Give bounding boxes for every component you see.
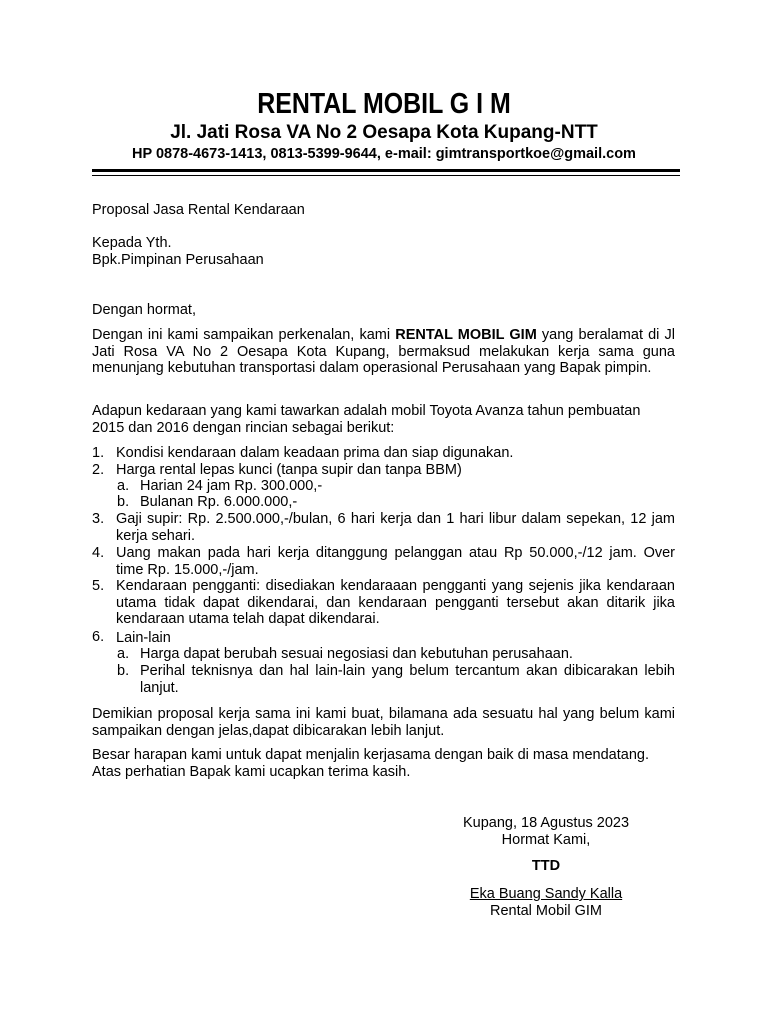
sublist-item-letter: b. [117, 663, 130, 679]
closing-paragraph-1: Demikian proposal kerja sama ini kami buat, bilamana ada sesuatu hal yang belum kami sampaikan dengan jelas,dapat dibicarakan lebih lanjut. [92, 706, 675, 739]
list-item-text: Uang makan pada hari kerja ditanggung pelanggan atau Rp 50.000,-/12 jam. Over time Rp. 15.000,-/jam. [116, 545, 675, 578]
signature-company: Rental Mobil GIM [489, 903, 602, 919]
list-item-number: 4. [92, 545, 105, 561]
signature-place-date: Kupang, 18 Agustus 2023 [462, 815, 630, 831]
letterhead-rule-thick [92, 169, 680, 172]
intro-paragraph [92, 327, 675, 377]
recipient-line-1: Kepada Yth. [92, 235, 172, 251]
signature-salutation: Hormat Kami, [501, 832, 591, 848]
list-item-number: 5. [92, 578, 105, 594]
list-item-number: 2. [92, 462, 105, 478]
sublist-item-letter: b. [117, 494, 130, 510]
letterhead-address: Jl. Jati Rosa VA No 2 Oesapa Kota Kupang-NTT [170, 122, 598, 143]
intro-text-after: yang beralamat di Jl Jati Rosa VA No 2 Oesapa Kota Kupang, bermaksud melakukan kerja sama guna menunjang kebutuhan transportasi dalam operasional Perusahaan yang Bapak pimpin. [92, 327, 676, 376]
letterhead-contact: HP 0878-4673-1413, 0813-5399-9644, e-mail: gimtransportkoe@gmail.com [132, 146, 636, 162]
list-item-text: Lain-lain [116, 630, 171, 646]
offer-line-2: 2015 dan 2016 dengan rincian sebagai berikut: [92, 420, 395, 436]
list-item-text: Gaji supir: Rp. 2.500.000,-/bulan, 6 hari kerja dan 1 hari libur dalam sepekan, 12 jam kerja sehari. [116, 511, 675, 544]
sublist-item-text: Harga dapat berubah sesuai negosiasi dan kebutuhan perusahaan. [140, 646, 573, 662]
sublist-item-letter: a. [117, 478, 130, 494]
sublist-item-text: Perihal teknisnya dan hal lain-lain yang belum tercantum akan dibicarakan lebih lanjut. [140, 663, 675, 696]
closing-paragraph-2-line-1: Besar harapan kami untuk dapat menjalin kerjasama dengan baik di masa mendatang. [92, 747, 649, 763]
letter-subject: Proposal Jasa Rental Kendaraan [92, 202, 305, 218]
letterhead-rule-thin [92, 175, 680, 176]
offer-line-1: Adapun kedaraan yang kami tawarkan adalah mobil Toyota Avanza tahun pembuatan [92, 403, 641, 419]
greeting: Dengan hormat, [92, 302, 196, 318]
recipient-line-2: Bpk.Pimpinan Perusahaan [92, 252, 264, 268]
list-item-number: 1. [92, 445, 105, 461]
list-item-number: 3. [92, 511, 105, 527]
signature-name [440, 886, 652, 903]
list-item-text: Harga rental lepas kunci (tanpa supir dan tanpa BBM) [116, 462, 462, 478]
list-item-text: Kondisi kendaraan dalam keadaan prima dan siap digunakan. [116, 445, 514, 461]
closing-paragraph-2-line-2: Atas perhatian Bapak kami ucapkan terima kasih. [92, 764, 411, 780]
sublist-item-text: Harian 24 jam Rp. 300.000,- [140, 478, 323, 494]
list-item-text: Kendaraan pengganti: disediakan kendaraaan pengganti yang sejenis jika kendaraan utama tidak dapat dikendarai, dan kendaraan pengganti tersebut akan ditarik jika kendaraan utama telah dapat dikendarai. [116, 578, 675, 627]
intro-text-before: Dengan ini kami sampaikan perkenalan, kami [92, 327, 396, 343]
letterhead-title: RENTAL MOBIL G I M [257, 88, 511, 120]
signatory-name: Eka Buang Sandy Kalla [469, 886, 623, 902]
intro-company-name: RENTAL MOBIL GIM [395, 327, 537, 343]
signature-ttd: TTD [531, 858, 561, 874]
list-item-number: 6. [92, 629, 105, 645]
sublist-item-text: Bulanan Rp. 6.000.000,- [140, 494, 298, 510]
sublist-item-letter: a. [117, 646, 130, 662]
